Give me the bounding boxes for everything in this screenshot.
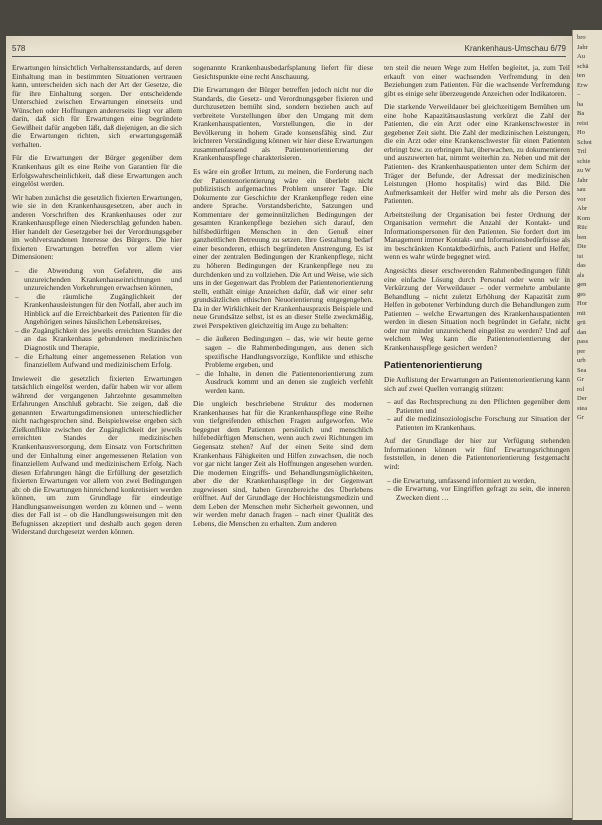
edge-line: gen (577, 281, 587, 288)
bullet-list (384, 477, 570, 503)
paragraph: Für die Erwartungen der Bürger gegenüber dem Krankenhaus gilt es eine Reihe von Garantien für die Erfolgswahrscheinlichkeit, daß diese Erwartungen auch eingelöst werden. (12, 153, 182, 189)
edge-line: Gr (577, 414, 584, 421)
list-item: – die Erhaltung einer angemessenen Relation von finanziellem Aufwand und medizinischem Erfolg. (12, 353, 182, 370)
document-page (6, 36, 572, 818)
edge-line: Erw (577, 81, 588, 89)
list-item: – die äußeren Bedingungen – das, wie wir heute gerne sagen – die Rahmenbedingungen, aus denen sich spezifische Handlungsvorzüge, Konflikte und ethische Probleme ergeben, und (193, 335, 373, 369)
list-item: – die Abwendung von Gefahren, die aus unzureichenden Krankenhauseinrichtungen und unzureichenden Vorkehrungen erwachsen können, (12, 267, 182, 293)
edge-line: Gr (577, 376, 584, 383)
edge-line: das (577, 262, 586, 269)
edge-line: vor (577, 195, 586, 203)
section-heading: Patientenorientierung (384, 359, 483, 371)
edge-line: reist (577, 119, 589, 127)
edge-line: bro (577, 34, 586, 41)
edge-line: Rüc (577, 224, 588, 231)
edge-line: Au (577, 53, 585, 60)
edge-line: schie (577, 157, 591, 165)
edge-line: Abr (577, 205, 588, 212)
page-number: 578 (12, 44, 26, 53)
column-3 (384, 64, 570, 816)
paragraph: Erwartungen hinsichtlich Verhaltensstandards, auf deren Einhaltung man in bestimmten Situationen vertrauen kann, unterscheiden sich nach der Art der Gesetze, die für ihre Einhaltung sorgen. Der entscheidende Unterschied zwischen Erwartungen einerseits und Wünschen oder Hoffnungen andererseits liegt vor allem darin, daß sich für Erwartungen eine begründete Gewißheit dafür angeben läßt, daß diejenigen, an die sich die Erwartungen richten, sich erwartungsgemäß verhalten. (12, 64, 182, 149)
edge-line: ben (577, 233, 587, 241)
list-item: – auf die medizinsoziologische Forschung zur Situation der Patienten im Krankenhaus. (384, 415, 570, 432)
edge-line: ges (577, 290, 586, 298)
list-item: – auf das Rechtsprechung zu den Pflichten gegenüber dem Patienten und (384, 398, 570, 415)
edge-line: Ba (577, 110, 585, 117)
edge-line: pass (577, 338, 589, 345)
edge-line: Hor (577, 300, 588, 307)
edge-line: schä (577, 62, 589, 70)
edge-line: Der (577, 395, 587, 402)
list-item: – die Zugänglichkeit des jeweils erreichten Standes der an das Krankenhaus gebundenen medizinischen Diagnostik und Therapie, (12, 327, 182, 353)
paragraph: Die ungleich beschriebene Struktur des modernen Krankenhauses hat für die Krankenhauspflege eine Reihe von tiefgreifenden ethischen Fragen aufgeworfen. Wie begegnet dem Patienten persönlich und menschlich hilfebedürftigen Menschen, wenn auch zwei Richtungen im Gegensatz stehen? Auf der einen Seite sind dem Krankenhaus Fähigkeiten und Hilfen zuwachsen, die noch vor gar nicht langer Zeit als Hoffnungen angesehen wurden. Die modernen Eingriffs- und Behandlungsmöglichkeiten, aber die der Krankenhauspflege in der Gegenwart zugewiesen sind, haben Grenzbereiche des Überlebens eröffnet. Auf der Grundlage der Hochleistungsmedizin und dem Leben der Menschen mehr Sicherheit gewonnen, und wir werden mehr danach fragen – nach einer Qualität des Lebens, die Menschen zu erhalten. Zum anderen (193, 399, 373, 528)
list-item: – die Inhalte, in denen die Patientenorientierung zum Ausdruck kommt und an denen sie zugleich verfehlt werden kann. (193, 370, 373, 396)
edge-line: Schot (577, 138, 592, 146)
page-header (12, 42, 566, 57)
edge-line: zu W (577, 167, 591, 174)
edge-line: ten (577, 72, 585, 79)
bullet-list (193, 335, 373, 395)
paragraph: Wir haben zunächst die gesetzlich fixierten Erwartungen, wie sie in den Krankenhausgesetzen, aber auch in anderen Vorschriften des Krankenhauses oder zur Krankenhauspflege einen Niederschlag gefunden haben. Hier handelt der Gesetzgeber bei der Verordnungsgeber im wohlverstandenen Interesse des Bürgers. Die hier fixierten Erwartungen betreffen vor allem vier Dimensionen: (12, 192, 182, 262)
edge-line: Die (577, 243, 587, 250)
edge-line: ist (577, 252, 584, 260)
next-page-edge (572, 30, 602, 820)
edge-line: stea (577, 404, 588, 412)
edge-line: Ho (577, 129, 585, 136)
edge-line: ha (577, 100, 584, 108)
list-item: – die Erwartung, vor Eingriffen gefragt zu sein, die inneren Zwecken dient … (384, 485, 570, 502)
paragraph: Auf der Grundlage der hier zur Verfügung stehenden Informationen können wir fünf Erwartungsrichtungen feststellen, in denen die Patientenorientierung festgemacht wird: (384, 436, 570, 471)
edge-line: Jahr (577, 43, 588, 51)
edge-line: Sea (577, 366, 587, 374)
column-2 (193, 64, 373, 816)
paragraph: sogenannte Krankenhausbedarfsplanung liefert für diese Gesichtspunkte eine recht Anschauung. (193, 64, 373, 81)
edge-line: rol (577, 385, 585, 393)
edge-line: mit (577, 309, 586, 317)
edge-line: per (577, 347, 586, 355)
edge-line: dan (577, 328, 587, 336)
edge-line: sau (577, 186, 586, 193)
column-1 (12, 64, 182, 816)
bullet-list (384, 398, 570, 432)
list-item: – die Erwartung, umfassend informiert zu werden, (384, 477, 570, 486)
paragraph: Inwieweit die gesetzlich fixierten Erwartungen tatsächlich eingelöst werden, dafür haben wir vor allem während der vergangenen Jahrzehnte gesammelten Erfahrungen Anschluß gebracht. Sie zeigen, daß die genannten Erwartungsdimensionen unterschiedlicher nicht nachgesprochen sind. Beispielsweise ergeben sich Zielkonflikte zwischen der Zugänglichkeit der jeweils erreichten Standes der medizinischen Krankenhausversorgung, dem Einsatz von Fortschritten und der Einhaltung einer angemessenen Relation von finanziellem Aufwand und medizinischem Erfolg. Nach diesen Erfahrungen hängt die Erfüllung der gesetzlich fixierten Erwartungen vor allem von zwei Bedingungen ab: ob die Erwartungen hinreichend konkretisiert werden können, um zum Grundlage für eindeutige Handlungsanweisungen werden zu können und – wenn dies der Fall ist – ob die Handlungsweisungen mit den Befugnissen akzeptiert und deshalb auch gegen deren Widerstand durchgesetzt werden können. (12, 373, 182, 537)
edge-text (573, 30, 602, 423)
paragraph: Es wäre ein großer Irrtum, zu meinen, die Forderung nach der Patientenorientierung wäre ein überlebt nicht publizistisch aufgemachtes Problem unserer Tage. Die Dokumente zur Geschichte der Krankenpflege reden eine andere Sprache. Vorstandsberichte, Satzungen und Kommentare der gemeinnützlichen Bedingungen der gesamten Krankenpflege beziehen sich darauf, den hilfsbedürftigen Menschen in den Genuß einer ganzheitlichen Betreuung zu setzen. Ihre Gestaltung bedarf einer besonderen, ethisch begründeten Anstrengung. Es ist einer der zentralen Bedingungen der Krankenpflege, nicht zu höheren Bedingungen der Krankenpflege neu zu durchdenken und zu vollziehen. Die Art und Weise, wie sich uns in der Gegenwart das Problem der Patientenorientierung stellt, enthält einige Anzeichen dafür, daß wir einer sehr grundsätzlichen ethischen Neuorientierung entgegengehen. Da in der Wirklichkeit der Krankenhauspraxis Beispiele und neue Grundsätze selbst, ist es an dieser Stelle zweckmäßig, zwei Perspektiven gleichzeitig im Auge zu behalten: (193, 167, 373, 330)
edge-line: grü (577, 319, 586, 326)
paragraph: Angesichts dieser erschwerenden Rahmenbedingungen fühlt eine einfache Lösung durch Personal oder wenn wir in Verkürzung der Verweildauer – oder vermehrte ambulante Behandlung – nicht zuletzt Erhöhung der Kapazität zum Helfen in gebotener Verbindung durch die Behandlungen zum Patienten – welche Erwartungen des Krankenhauspatienten werden in diesen Situation noch begründet in Gefahr, nicht oder nur minder unzureichend eingelöst zu werden? Und auf welchem Weg kann die Patientenorientierung der Krankenhauspflege gesichert werden? (384, 266, 570, 352)
edge-line: urb (577, 357, 586, 364)
running-title: Krankenhaus-Umschau 6/79 (464, 44, 566, 53)
list-item: – die räumliche Zugänglichkeit der Krankenhausleistungen für den Notfall, aber auch im Hinblick auf die Erreichbarkeit des Patienten für die Angehörigen seines häuslichen Lebenskreises, (12, 293, 182, 327)
paragraph: ten steil die neuen Wege zum Helfen begleitet, ja, zum Teil erkauft von einer wachsenden Verfremdung in den Beziehungen zum Patienten. Für die wachsende Verfremdung gibt es einige sehr überzeugende Anzeichen oder Indikatoren. (384, 64, 570, 98)
edge-line: Jahr (577, 176, 588, 184)
paragraph: Die Erwartungen der Bürger betreffen jedoch nicht nur die Standards, die Gesetz- und Verordnungsgeber fixieren und durchzusetzen bemüht sind, sondern beziehen auch auf verbreitete Vorstellungen über den Umgang mit dem Krankenhauspatienten, Vorstellungen, die in der Bevölkerung in hohem Grade konsensfähig sind. Zur leichteren Verständigung können wir hier diese Erwartungen zusammenfassend als Patientenorientierung der Krankenhauspflege charakterisieren. (193, 85, 373, 163)
paragraph: Die Auflistung der Erwartungen an Patientenorientierung kann sich auf zwei Quellen vorrangig stützen: (384, 375, 570, 393)
edge-line: Tril (577, 148, 587, 155)
bullet-list (12, 267, 182, 370)
edge-line: als (577, 271, 585, 279)
paragraph: Die starkende Verweildauer bei gleichzeitigem Bemühen um eine hohe Kapazitätsauslastung verkürzt die Zahl der Patienten, die ein Arzt oder eine Krankenschwester in gegebener Zeit sieht. Die Zahl der medizinischen Leistungen, die ein Arzt oder eine Krankenschwester für einen Patienten erbringt bzw. zu erbringen hat, überwachen, zu dokumentieren und auszuwerten hat, nimmt weiterhin zu. Neben und mit der Patienten- des Krankenhauspatienten unter dem Schirm der Träger der Befunde, der Adressat der medizinischen Leistungen (Homo hospitalis) wird das Bild. Die Aufmerksamkeit der Helfer wird mehr als die Person des Patienten. (384, 102, 570, 206)
edge-line: Kom (577, 214, 590, 222)
paragraph: Arbeitsteilung der Organisation bei fester Ordnung der Organisation vermehrt die Anzahl der Kontakt- und Informationspersonen für den Patienten. Sie fordert dort im Management immer Kontakt- und Informationsbedürfnisse als im beschränkten Kontaktbedürfnis, auch Patient und Helfer, wenn es wahr würde begegnet wird. (384, 209, 570, 262)
edge-line: – (577, 91, 581, 98)
